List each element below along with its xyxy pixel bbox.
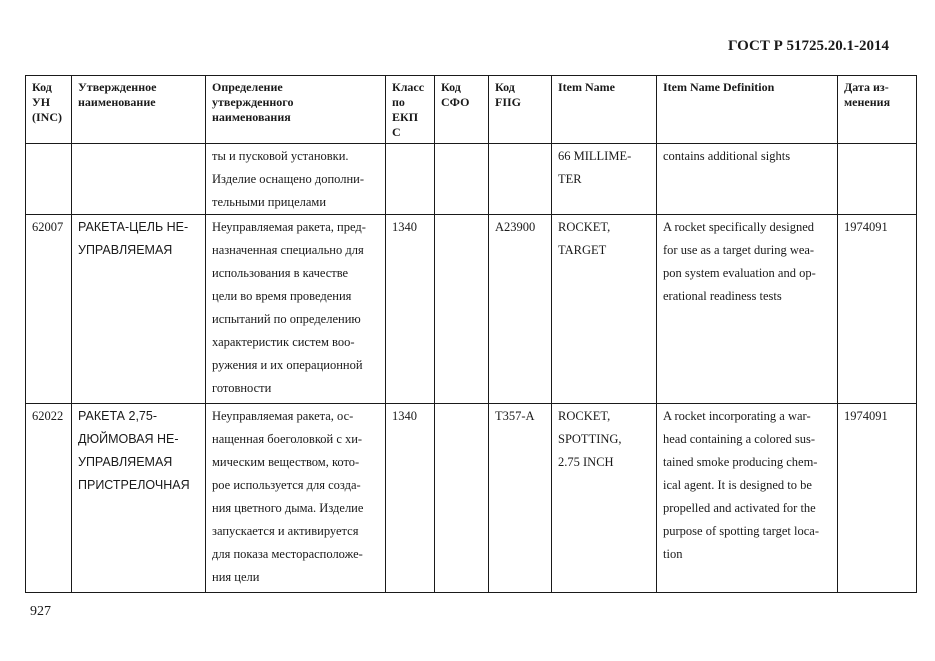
page-number: 927 (30, 604, 51, 619)
cell-item-name: ROCKET, TARGET (552, 215, 657, 404)
col-header-item-definition: Item Name Definition (657, 76, 838, 144)
col-header-definition: Определение утвержденного наименования (206, 76, 386, 144)
cell-code (26, 144, 72, 215)
col-header-item-name: Item Name (552, 76, 657, 144)
cell-fiig (489, 144, 552, 215)
cell-class (386, 144, 435, 215)
cell-name (72, 144, 206, 215)
cell-date: 1974091 (838, 215, 917, 404)
cell-class: 1340 (386, 215, 435, 404)
cell-sfo (435, 144, 489, 215)
cell-date (838, 144, 917, 215)
cell-fiig: A23900 (489, 215, 552, 404)
col-header-code: Код УН (INC) (26, 76, 72, 144)
cell-definition: ты и пусковой установки. Изделие оснащено дополни- тельными прицелами (206, 144, 386, 215)
cell-definition: Неуправляемая ракета, ос- нащенная боеголовкой с хи- мическим веществом, кото- рое используется для созда- ния цветного дыма. Изделие запускается и активируется для показа месторасположе- ния цели (206, 404, 386, 593)
cell-fiig: T357-A (489, 404, 552, 593)
col-header-date: Дата из- менения (838, 76, 917, 144)
cell-sfo (435, 215, 489, 404)
cell-definition: Неуправляемая ракета, пред- назначенная специально для использования в качестве цели во время проведения испытаний по определению характеристик систем воо- ружения и их операционной готовности (206, 215, 386, 404)
table-row (26, 215, 917, 404)
cell-item-name: ROCKET, SPOTTING, 2.75 INCH (552, 404, 657, 593)
table-header-row (26, 76, 917, 144)
cell-item-definition: contains additional sights (657, 144, 838, 215)
cell-name: РАКЕТА-ЦЕЛЬ НЕ- УПРАВЛЯЕМАЯ (72, 215, 206, 404)
col-header-fiig: Код FIIG (489, 76, 552, 144)
cell-name: РАКЕТА 2,75- ДЮЙМОВАЯ НЕ- УПРАВЛЯЕМАЯ ПРИСТРЕЛОЧНАЯ (72, 404, 206, 593)
cell-item-name: 66 MILLIME- TER (552, 144, 657, 215)
col-header-class: Класс по ЕКП С (386, 76, 435, 144)
cell-sfo (435, 404, 489, 593)
col-header-name: Утвержденное наименование (72, 76, 206, 144)
cell-class: 1340 (386, 404, 435, 593)
cell-item-definition: A rocket incorporating a war- head containing a colored sus- tained smoke producing chem- ical agent. It is designed to be propelled and activated for the purpose of spotting target loca- tion (657, 404, 838, 593)
cell-code: 62022 (26, 404, 72, 593)
cell-item-definition: A rocket specifically designed for use as a target during wea- pon system evaluation and op- erational readiness tests (657, 215, 838, 404)
cell-code: 62007 (26, 215, 72, 404)
table-row (26, 404, 917, 593)
cell-date: 1974091 (838, 404, 917, 593)
table-row (26, 144, 917, 215)
document-header: ГОСТ Р 51725.20.1-2014 (727, 38, 889, 54)
catalog-table (25, 75, 917, 593)
col-header-sfo: Код СФО (435, 76, 489, 144)
